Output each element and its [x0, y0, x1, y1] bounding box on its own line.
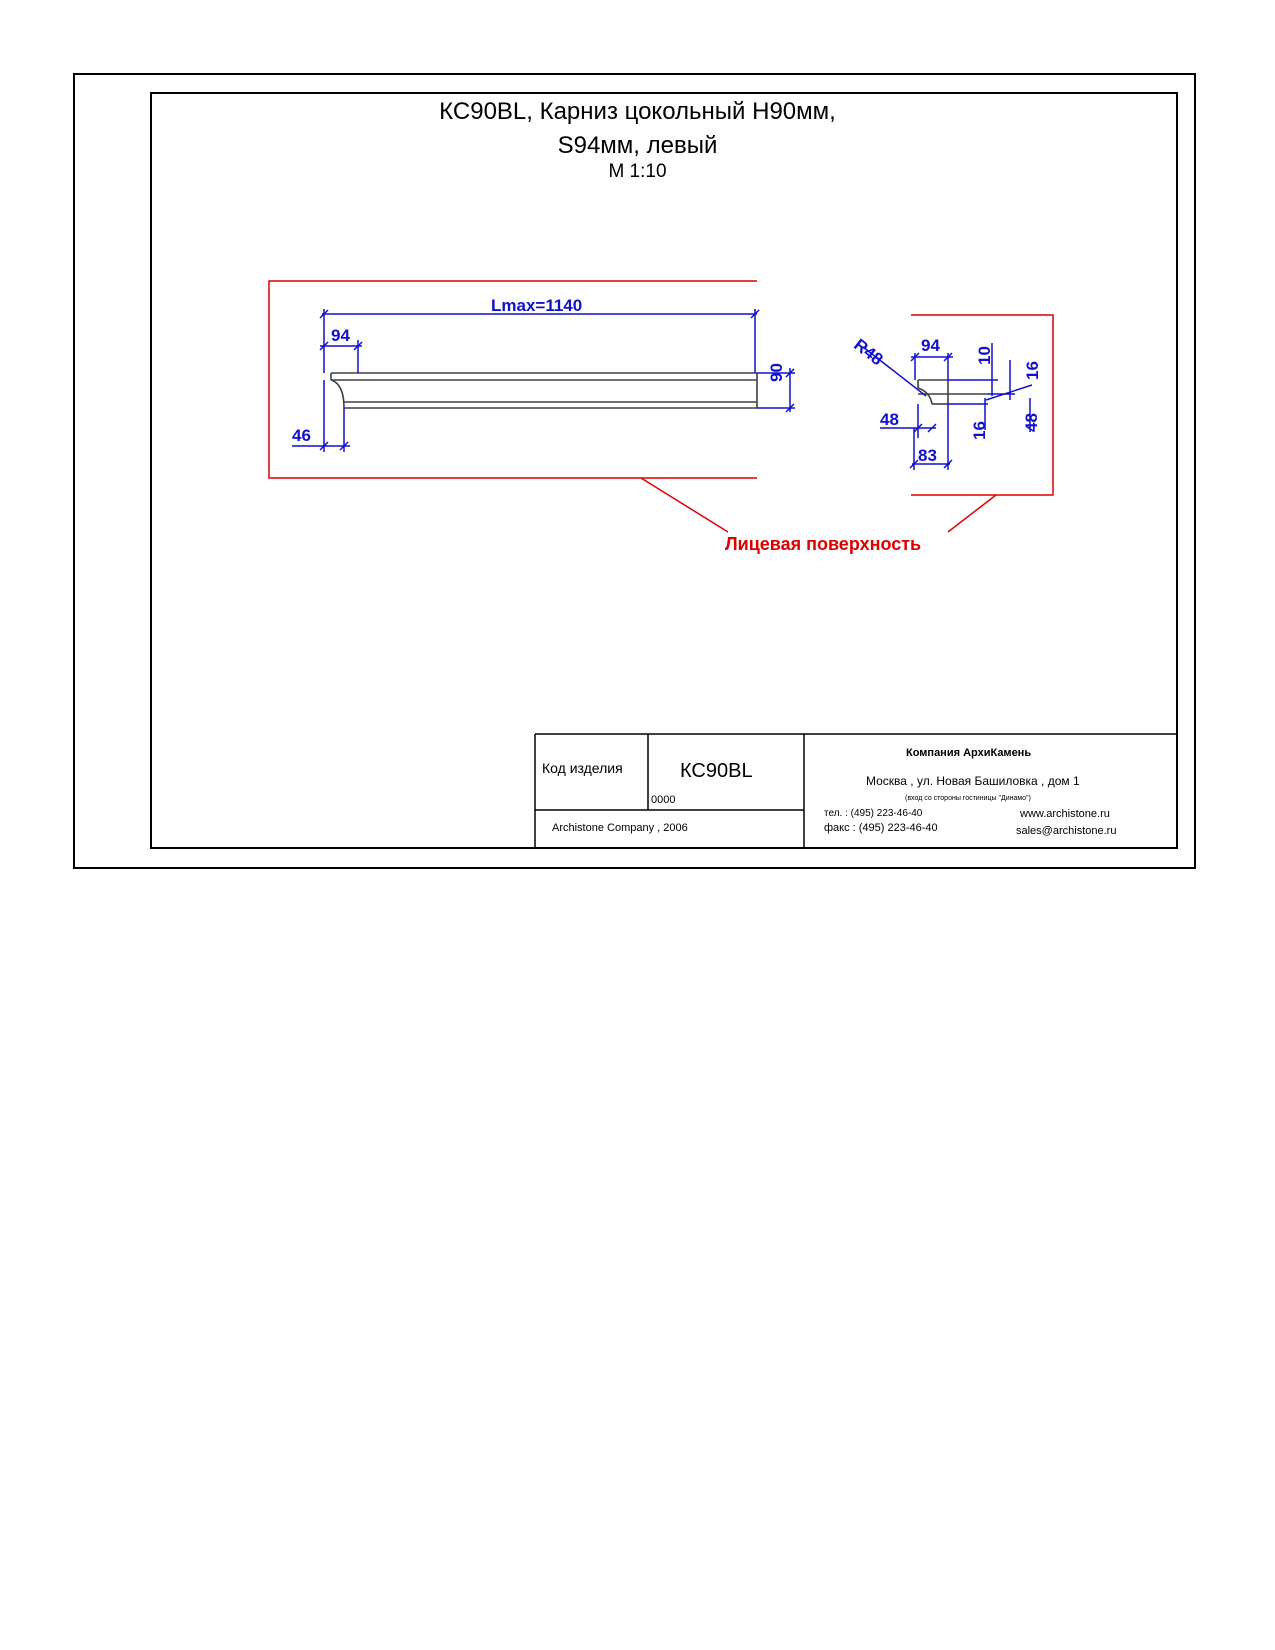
- company-name: Компания АрхиКамень: [906, 747, 1032, 759]
- drawing-title: КС90BL, Карниз цокольный H90мм,: [439, 98, 836, 125]
- face-marker-left: [269, 281, 757, 532]
- address-note: (вход со стороны гостиницы "Динамо"): [905, 795, 1031, 802]
- face-surface-label: Лицевая поверхность: [725, 534, 922, 554]
- dimension-16-upper-label: 16: [1023, 361, 1042, 380]
- drawing-scale: М 1:10: [608, 161, 667, 182]
- dimension-height-label: 90: [767, 363, 786, 382]
- dimension-top-width-label: 94: [331, 326, 350, 345]
- company-address: Москва , ул. Новая Башиловка , дом 1: [866, 774, 1080, 788]
- dimension-profile-top-label: 94: [921, 336, 940, 355]
- profile-section: [918, 380, 988, 404]
- dimension-83-label: 83: [918, 446, 937, 465]
- part-elevation: [331, 373, 757, 408]
- dimension-bottom-label: 46: [292, 426, 311, 445]
- dimension-10-label: 10: [975, 346, 994, 365]
- fax-number: факс : (495) 223-46-40: [824, 822, 938, 834]
- company-footer: Archistone Company , 2006: [552, 822, 688, 834]
- dimension-radius-label: R48: [850, 335, 887, 370]
- website-link[interactable]: www.archistone.ru: [1020, 808, 1110, 820]
- dimension-48-left-label: 48: [880, 410, 899, 429]
- dimensions-right: [863, 343, 1032, 470]
- email-link[interactable]: sales@archistone.ru: [1016, 825, 1117, 837]
- dimension-16-lower-label: 16: [970, 421, 989, 440]
- phone-number: тел. : (495) 223-46-40: [824, 808, 923, 819]
- product-code-label: Код изделия: [542, 760, 623, 776]
- dimension-48-right-label: 48: [1022, 413, 1041, 432]
- product-code-value: КС90BL: [680, 760, 753, 782]
- drawing-subtitle: S94мм, левый: [557, 132, 718, 159]
- drawing-number: 0000: [651, 794, 676, 806]
- dimension-length-label: Lmax=1140: [491, 296, 583, 315]
